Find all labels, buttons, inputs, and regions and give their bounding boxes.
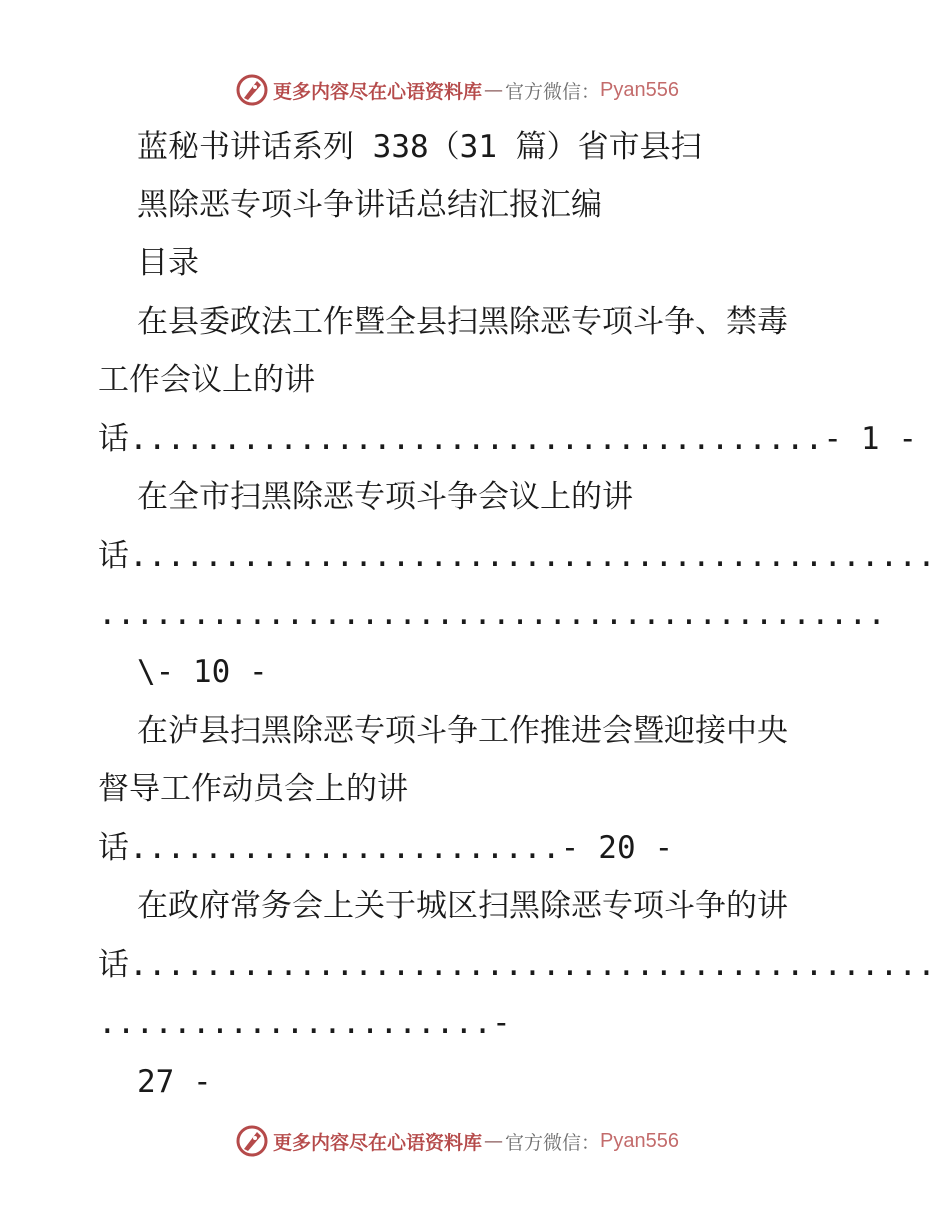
watermark-wechat-label: 官方微信： [505, 80, 601, 103]
toc-entry-4-leader-cont: .....................- [98, 1005, 511, 1041]
toc-entry-2-leader[interactable]: 话........................................... [98, 538, 936, 574]
watermark-brand-text: 更多内容尽在心语资料库 [273, 1131, 483, 1154]
toc-entry-3-title-cont: 督导工作动员会上的讲 [98, 771, 408, 807]
toc-entry-1-title-cont: 工作会议上的讲 [98, 362, 315, 398]
toc-entry-1-leader[interactable]: 话.....................................- 1 - [98, 421, 918, 457]
watermark-brand-text: 更多内容尽在心语资料库 [273, 80, 483, 103]
document-title-line-1: 蓝秘书讲话系列 338（31 篇）省市县扫 [137, 129, 702, 165]
header-watermark [235, 72, 679, 108]
toc-entry-3-title: 在泸县扫黑除恶专项斗争工作推进会暨迎接中央 [137, 713, 788, 749]
toc-heading: 目录 [137, 245, 199, 281]
document-title-line-2: 黑除恶专项斗争讲话总结汇报汇编 [137, 187, 602, 223]
watermark-wechat-id: Pyan556 [600, 1129, 679, 1152]
watermark-wechat-id: Pyan556 [600, 78, 679, 101]
toc-entry-1-title: 在县委政法工作暨全县扫黑除恶专项斗争、禁毒 [137, 304, 788, 340]
toc-entry-3-leader[interactable]: 话.......................- 20 - [98, 830, 674, 866]
toc-entry-2-page: \- 10 - [137, 654, 268, 690]
toc-entry-2-title: 在全市扫黑除恶专项斗争会议上的讲 [137, 479, 633, 515]
toc-entry-4-page: 27 - [137, 1064, 212, 1100]
pen-nib-circle-icon [235, 73, 269, 107]
footer-watermark [235, 1123, 679, 1159]
toc-entry-4-title: 在政府常务会上关于城区扫黑除恶专项斗争的讲 [137, 888, 788, 924]
watermark-dash: — [484, 1130, 504, 1152]
watermark-dash: — [484, 79, 504, 101]
toc-entry-2-leader-cont: .......................................... [98, 596, 887, 632]
toc-entry-4-leader[interactable]: 话........................................... [98, 947, 936, 983]
pen-nib-circle-icon [235, 1124, 269, 1158]
watermark-wechat-label: 官方微信： [505, 1131, 601, 1154]
